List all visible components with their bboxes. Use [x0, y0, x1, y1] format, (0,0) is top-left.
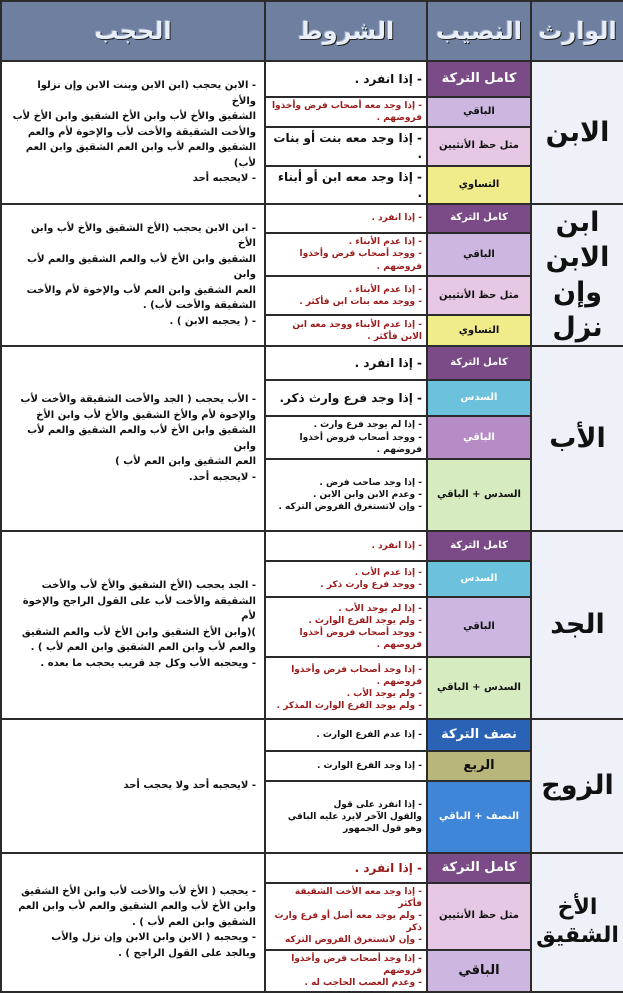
share-cell: التساوي	[427, 166, 531, 204]
condition-line: - إذا وجد معه بنت أو بنات .	[273, 131, 422, 162]
condition-line: - إذا انفرد على قول	[333, 799, 422, 810]
hajb-line: والإخوة لأم والأخ الشقيق والأخ لأب وابن الأخ	[36, 409, 256, 421]
condition-line: - إذا عدم الفرع الوارث .	[316, 729, 422, 740]
hajb-line: - الجد يحجب (الأخ الشقيق والأخ لأب والأخت	[41, 580, 256, 592]
condition-line: - إذا انفرد .	[354, 356, 422, 371]
condition-line: - ولم يوجد الفرع الوارث المذكر .	[276, 700, 422, 711]
share-cell: كامل التركة	[427, 531, 531, 561]
share-cell: مثل حظ الأنثيين	[427, 127, 531, 165]
share-cell: التساوي	[427, 315, 531, 346]
condition-line: - ووجد معه بنات ابن فأكثر .	[299, 296, 422, 307]
share-cell: كامل التركة	[427, 346, 531, 380]
condition-line: - إذا انفرد .	[371, 540, 422, 551]
hajb-cell	[1, 719, 265, 853]
condition-line: - إذا وجد معه ابن أو أبناء .	[277, 169, 422, 200]
condition-line: - إذا انفرد .	[354, 71, 422, 86]
condition-line: - إذا انفرد .	[371, 213, 422, 224]
condition-line: - ولم يوجد معه أصل أو فرع وارث ذكر	[274, 911, 422, 934]
hajb-line: - الأب يحجب ( الجد والأخت الشقيقة والأخت لأب	[20, 394, 256, 406]
share-cell: الباقي	[427, 950, 531, 992]
condition-cell	[265, 166, 427, 204]
condition-cell	[265, 61, 427, 97]
heir-grandson: ابن الابن وإن نزل	[531, 204, 623, 346]
share-cell: كامل التركة	[427, 204, 531, 233]
condition-cell	[265, 561, 427, 597]
condition-cell	[265, 719, 427, 751]
condition-cell	[265, 597, 427, 657]
condition-cell	[265, 97, 427, 127]
hajb-line: والعم لأب وابن العم الشقيق وابن العم لأب ) .	[30, 642, 256, 654]
share-cell: السدس + الباقي	[427, 459, 531, 531]
hajb-line: الشقيق وابن الأخ لأب والعم الشقيق والعم لأب وابن	[27, 425, 256, 452]
hajb-line: - الابن يحجب (ابن الابن وبنت الابن وإن نزلوا والأخ	[37, 80, 256, 107]
condition-cell	[265, 531, 427, 561]
hajb-line: - لايحجبه أحد.	[188, 471, 256, 483]
heir-grandfather: الجد	[531, 531, 623, 719]
condition-cell	[265, 853, 427, 883]
header-hajb: الحجب	[1, 1, 265, 61]
hajb-line: العم الشقيق وابن العم لأب )	[115, 456, 256, 468]
condition-line: - إذا انفرد .	[354, 860, 422, 875]
condition-cell	[265, 781, 427, 853]
hajb-line: الشقيقة والأخت لأب) .	[142, 300, 256, 312]
hajb-line: )(وابن الأخ الشقيق وابن الأخ لأب والعم الشقيق	[21, 626, 256, 638]
hajb-line: - ابن الابن يحجب (الأخ الشقيق والأخ لأب وابن الأخ	[30, 222, 256, 250]
heir-husband: الزوج	[531, 719, 623, 853]
hajb-line: - يحجب ( الأخ لأب والأخت لأب وابن الأخ الشقيق	[21, 885, 256, 897]
hajb-line: العم الشقيق وابن العم لأب والإخوة لأم والأخت	[26, 284, 256, 296]
condition-line: - ووجد أصحاب فروض أخذوا فروضهم .	[299, 627, 422, 650]
hajb-line: الشقيق والعم لأب وابن العم الشقيق وابن العم لأب)	[25, 142, 256, 169]
condition-line: وهو قول الجمهور	[343, 823, 422, 834]
share-cell: مثل حظ الأنثيين	[427, 276, 531, 315]
condition-cell	[265, 315, 427, 346]
condition-line: - إذا وجد أصحاب فرض وأخذوا فروضهم	[291, 953, 422, 976]
header-conditions: الشروط	[265, 1, 427, 61]
condition-cell	[265, 416, 427, 458]
share-cell: السدس	[427, 561, 531, 597]
share-cell: نصف التركة	[427, 719, 531, 751]
hajb-line: - ( يحجبه الابن ) .	[169, 315, 256, 327]
heir-full-brother: الأخ الشقيق	[531, 853, 623, 992]
hajb-line: الشقيق وابن العم لأب ) .	[132, 916, 256, 928]
share-cell: السدس	[427, 380, 531, 416]
hajb-cell	[1, 531, 265, 719]
condition-line: - إذا لم يوجد الأب .	[338, 603, 422, 614]
hajb-line: - ويحجبه ( الابن وابن الابن وإن نزل والأب	[51, 932, 256, 944]
condition-line: - ووجد أصحاب فرض وأخذوا فروضهم .	[299, 249, 422, 272]
condition-cell	[265, 751, 427, 781]
condition-line: - إذا عدم الأب .	[354, 567, 422, 578]
share-cell: الربع	[427, 751, 531, 781]
condition-line: - إذا وجد الفرع الوارث .	[317, 760, 422, 771]
condition-cell	[265, 346, 427, 380]
condition-cell	[265, 657, 427, 719]
condition-cell	[265, 459, 427, 531]
condition-line: - وعدم الابن وابن الابن .	[312, 489, 422, 500]
condition-cell	[265, 127, 427, 165]
share-cell: النصف + الباقي	[427, 781, 531, 853]
hajb-line: وابن الأخ لأب والعم الشقيق والعم لأب وابن العم	[18, 901, 256, 913]
hajb-line: - لايحجبه أحد ولا يحجب أحد	[123, 780, 256, 792]
condition-line: والقول الآخر لايرد عليه الباقي	[287, 811, 422, 822]
condition-line: - إذا وجد معه أصحاب فرض وأخذوا فروضهم .	[271, 101, 422, 124]
condition-line: - وإن لاتستغرق الفروض التركه	[285, 935, 422, 946]
condition-cell	[265, 883, 427, 950]
share-cell: الباقي	[427, 233, 531, 277]
hajb-cell	[1, 346, 265, 530]
condition-line: - ووجد فرع وارث ذكر .	[320, 579, 422, 590]
header-share: النصيب	[427, 1, 531, 61]
hajb-line: - ويحجبه الأب وكل جد قريب يحجب ما بعده .	[40, 657, 256, 669]
condition-cell	[265, 950, 427, 992]
hajb-cell	[1, 204, 265, 346]
condition-line: - إذا لم يوجد فرع وارث .	[313, 420, 422, 431]
condition-cell	[265, 204, 427, 233]
condition-line: - ولم يوجد الفرع الوارث .	[308, 615, 422, 626]
hajb-line: الشقيق والأخ لأب وابن الأخ الشقيق وابن الأخ لأب	[12, 111, 256, 123]
hajb-line: الشقيق وابن الأخ لأب والعم الشقيق والعم لأب وابن	[27, 253, 256, 281]
hajb-line: وبالجد على القول الراجح ) .	[118, 947, 256, 959]
condition-cell	[265, 380, 427, 416]
share-cell: الباقي	[427, 416, 531, 458]
hajb-line: والأخت الشقيقة والأخت لأب والإخوة لأم والعم	[27, 126, 256, 138]
hajb-cell	[1, 61, 265, 204]
condition-line: - إذا وجد فرع وارث ذكر.	[279, 391, 422, 406]
share-cell: مثل حظ الأنثيين	[427, 883, 531, 950]
share-cell: الباقي	[427, 97, 531, 127]
share-cell: السدس + الباقي	[427, 657, 531, 719]
condition-line: - إذا وجد صاحب فرض .	[319, 477, 422, 488]
condition-line: - إذا عدم الأبناء .	[348, 237, 422, 248]
share-cell: الباقي	[427, 597, 531, 657]
share-cell: كامل التركة	[427, 61, 531, 97]
heir-son: الابن	[531, 61, 623, 204]
condition-cell	[265, 276, 427, 315]
heir-father: الأب	[531, 346, 623, 530]
condition-line: - وعدم العصب الحاجب له .	[304, 977, 422, 988]
condition-line: - إذا عدم الأبناء ووجد معه ابن الابن فأكثر .	[292, 319, 422, 342]
hajb-cell	[1, 853, 265, 992]
condition-line: - إذا عدم الأبناء .	[348, 284, 422, 295]
condition-cell	[265, 233, 427, 277]
header-heir: الوارث	[531, 1, 623, 61]
hajb-line: الشقيقة والأخت لأب على القول الراجح والإخوة لأم	[22, 595, 256, 623]
share-cell: كامل التركة	[427, 853, 531, 883]
condition-line: - إذا وجد معه الأخت الشقيقة فأكثر	[294, 886, 422, 909]
condition-line: - ولم يوجد الأب .	[346, 688, 422, 699]
hajb-line: - لايحجبه أحد	[192, 173, 256, 185]
condition-line: - إذا وجد أصحاب فرض وأخذوا فروضهم .	[291, 664, 422, 687]
condition-line: - ووجد أصحاب فروض أخذوا فروضهم .	[299, 432, 422, 455]
condition-line: - وإن لاتستغرق الفروض التركه .	[278, 501, 422, 512]
